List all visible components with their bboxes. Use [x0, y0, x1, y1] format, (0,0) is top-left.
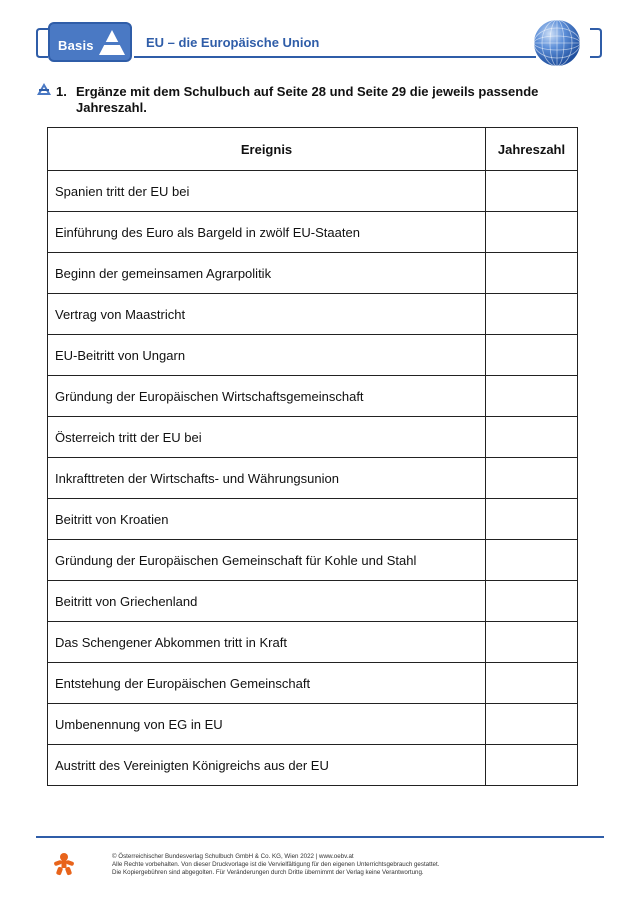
event-cell: Gründung der Europäischen Gemeinschaft für Kohle und Stahl	[48, 540, 486, 581]
table-row	[48, 376, 578, 417]
footer-line-3: Die Kopiergebühren sind abgegolten. Für Veränderungen durch Dritte übernimmt der Verlag keine Verantwortung.	[112, 869, 424, 876]
basis-label: Basis	[58, 38, 94, 53]
triangle-level-icon	[36, 82, 52, 96]
footer-line-1: © Österreichischer Bundesverlag Schulbuch GmbH & Co. KG, Wien 2022 | www.oebv.at	[112, 853, 354, 860]
table-row	[48, 253, 578, 294]
event-cell: Vertrag von Maastricht	[48, 294, 486, 335]
table-row	[48, 458, 578, 499]
table-row	[48, 171, 578, 212]
event-cell: Beitritt von Kroatien	[48, 499, 486, 540]
event-cell: Austritt des Vereinigten Königreichs aus der EU	[48, 745, 486, 786]
event-cell: Beitritt von Griechenland	[48, 581, 486, 622]
event-cell: Umbenennung von EG in EU	[48, 704, 486, 745]
year-cell[interactable]	[486, 745, 578, 786]
year-cell[interactable]	[486, 704, 578, 745]
footer-divider	[36, 836, 604, 838]
year-cell[interactable]	[486, 622, 578, 663]
event-cell: Entstehung der Europäischen Gemeinschaft	[48, 663, 486, 704]
column-header-year: Jahreszahl	[486, 128, 578, 171]
year-cell[interactable]	[486, 540, 578, 581]
table-row	[48, 581, 578, 622]
task-number: 1.	[56, 84, 67, 99]
table-row	[48, 622, 578, 663]
column-header-event: Ereignis	[48, 128, 486, 171]
publisher-logo-icon	[52, 852, 76, 876]
event-cell: Einführung des Euro als Bargeld in zwölf EU-Staaten	[48, 212, 486, 253]
basis-badge	[48, 22, 132, 62]
year-cell[interactable]	[486, 253, 578, 294]
table-row	[48, 745, 578, 786]
table-row	[48, 212, 578, 253]
year-cell[interactable]	[486, 417, 578, 458]
year-cell[interactable]	[486, 581, 578, 622]
year-cell[interactable]	[486, 294, 578, 335]
table-row	[48, 704, 578, 745]
footer-line-2: Alle Rechte vorbehalten. Von dieser Druckvorlage ist die Vervielfältigung für den eigenen Unterrichtsgebrauch gestattet.	[112, 861, 440, 868]
table-row	[48, 540, 578, 581]
event-cell: Spanien tritt der EU bei	[48, 171, 486, 212]
year-cell[interactable]	[486, 212, 578, 253]
year-cell[interactable]	[486, 499, 578, 540]
table-row	[48, 663, 578, 704]
footer-copyright	[112, 853, 439, 877]
table-row	[48, 335, 578, 376]
table-row	[48, 294, 578, 335]
event-cell: Österreich tritt der EU bei	[48, 417, 486, 458]
table-row	[48, 499, 578, 540]
page-title: EU – die Europäische Union	[146, 35, 320, 50]
event-cell: Beginn der gemeinsamen Agrarpolitik	[48, 253, 486, 294]
globe-icon	[532, 18, 582, 68]
event-cell: Gründung der Europäischen Wirtschaftsgemeinschaft	[48, 376, 486, 417]
year-cell[interactable]	[486, 335, 578, 376]
year-cell[interactable]	[486, 376, 578, 417]
task-instruction: Ergänze mit dem Schulbuch auf Seite 28 und Seite 29 die jeweils passende Jahreszahl.	[76, 84, 539, 115]
event-cell: Das Schengener Abkommen tritt in Kraft	[48, 622, 486, 663]
table-row	[48, 417, 578, 458]
table-header-row	[48, 128, 578, 171]
year-cell[interactable]	[486, 663, 578, 704]
basis-triangle-icon	[98, 28, 126, 58]
event-cell: EU-Beitritt von Ungarn	[48, 335, 486, 376]
year-cell[interactable]	[486, 458, 578, 499]
event-cell: Inkrafttreten der Wirtschafts- und Währungsunion	[48, 458, 486, 499]
year-cell[interactable]	[486, 171, 578, 212]
events-table	[47, 127, 578, 786]
